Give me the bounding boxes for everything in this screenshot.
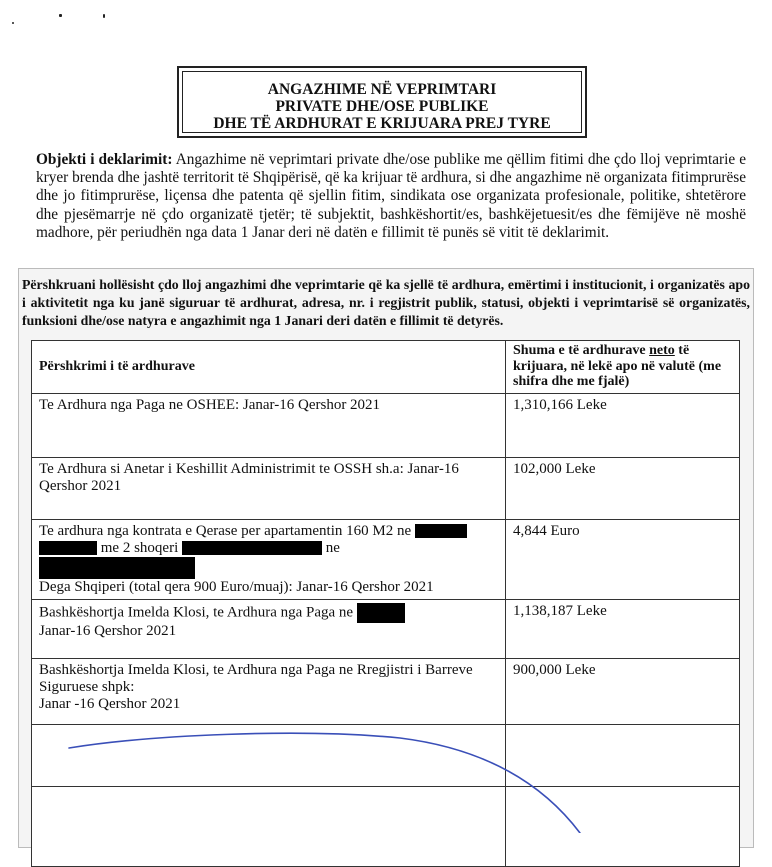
title-line-2: PRIVATE DHE/OSE PUBLIKE — [275, 98, 489, 115]
row-description-part-d: Dega Shqiperi (total qera 900 Euro/muaj): Janar-16 Qershor 2021 — [39, 578, 434, 595]
redaction-block — [415, 524, 467, 538]
empty-cell — [32, 786, 506, 866]
income-table — [31, 340, 740, 867]
row-description-part-b: Janar -16 Qershor 2021 — [39, 695, 181, 712]
row-amount: 900,000 Leke — [506, 658, 740, 724]
empty-cell — [506, 786, 740, 866]
row-description-part-a: Bashkëshortja Imelda Klosi, te Ardhura nga Paga ne Rregjistri i Barreve Siguruese shpk: — [39, 661, 473, 695]
redaction-block — [39, 557, 195, 579]
table-row — [32, 599, 740, 658]
empty-cell — [32, 724, 506, 786]
instruction-text: Përshkruani hollësisht çdo lloj angazhimi dhe veprimtarie që ka sjellë të ardhura, emërtimi i institucionit, i organizatës apo i aktivitetit nga ku janë siguruar të ardhurat, adresa, nr. i regjistrit publik, statusi, objekti i veprimtarisë së organizatës, funksioni dhe/ose natyra e angazhimit nga 1 Janari deri datën e fillimit të detyrës. — [22, 277, 750, 328]
row-description-part-b: me 2 shoqeri — [100, 539, 179, 556]
declaration-objective — [36, 151, 746, 242]
empty-table-row — [32, 724, 740, 786]
scan-speck — [59, 14, 62, 17]
row-amount: 4,844 Euro — [506, 519, 740, 599]
section-title — [182, 71, 582, 133]
table-row — [32, 519, 740, 599]
redaction-block — [39, 541, 97, 555]
table-row — [32, 457, 740, 519]
row-description — [32, 658, 506, 724]
header-amount — [506, 341, 740, 394]
empty-cell — [506, 724, 740, 786]
header-amount-part2: të krijuara, në lekë apo në valutë (me shifra dhe me fjalë) — [513, 343, 722, 389]
row-description — [32, 519, 506, 599]
table-header-row — [32, 341, 740, 394]
header-description: Përshkrimi i të ardhurave — [32, 341, 506, 394]
table-row — [32, 393, 740, 457]
objective-text: Angazhime në veprimtari private dhe/ose publike me qëllim fitimi dhe çdo lloj veprimtarie e kryer brenda dhe jashtë territorit të Shqipërisë, që ka krijuar të ardhura, si dhe angazhime në organizata fitimprurëse dhe jo fitimprurëse, liçensa dhe patenta që sjellin fitim, sindikata ose organizata profesionale, politike, shtetërore dhe pjesëmarrje në çdo organizatë tjetër; të subjektit, bashkëshortit/es, bashkëjetuesit/es dhe fëmijëve në moshë madhore, për periudhën nga data 1 Janar deri në datën e fillimit të punës së vitit të deklarimit. — [36, 151, 746, 241]
row-description-part-a: Bashkëshortja Imelda Klosi, te Ardhura nga Paga ne — [39, 603, 354, 620]
row-description — [32, 599, 506, 658]
title-line-1: ANGAZHIME NË VEPRIMTARI — [267, 81, 497, 98]
redaction-block — [182, 541, 322, 555]
row-amount: 1,310,166 Leke — [506, 393, 740, 457]
row-description-part-c: ne — [325, 539, 340, 556]
table-row — [32, 658, 740, 724]
row-amount: 102,000 Leke — [506, 457, 740, 519]
row-description: Te Ardhura nga Paga ne OSHEE: Janar-16 Qershor 2021 — [32, 393, 506, 457]
objective-label: Objekti i deklarimit: — [36, 151, 173, 168]
row-description: Te Ardhura si Anetar i Keshillit Administrimit te OSSH sh.a: Janar-16 Qershor 2021 — [32, 457, 506, 519]
header-amount-neto: neto — [649, 343, 675, 358]
header-amount-part1: Shuma e të ardhurave — [513, 343, 650, 358]
scan-speck — [103, 14, 105, 18]
title-line-3: DHE TË ARDHURAT E KRIJUARA PREJ TYRE — [213, 115, 551, 132]
row-description-part-b: Janar-16 Qershor 2021 — [39, 622, 177, 639]
scan-speck — [12, 22, 14, 24]
row-amount: 1,138,187 Leke — [506, 599, 740, 658]
section-title-box — [177, 66, 587, 138]
redaction-block — [357, 603, 405, 623]
empty-table-row — [32, 786, 740, 866]
row-description-part-a: Te ardhura nga kontrata e Qerase per apartamentin 160 M2 ne — [39, 522, 412, 539]
